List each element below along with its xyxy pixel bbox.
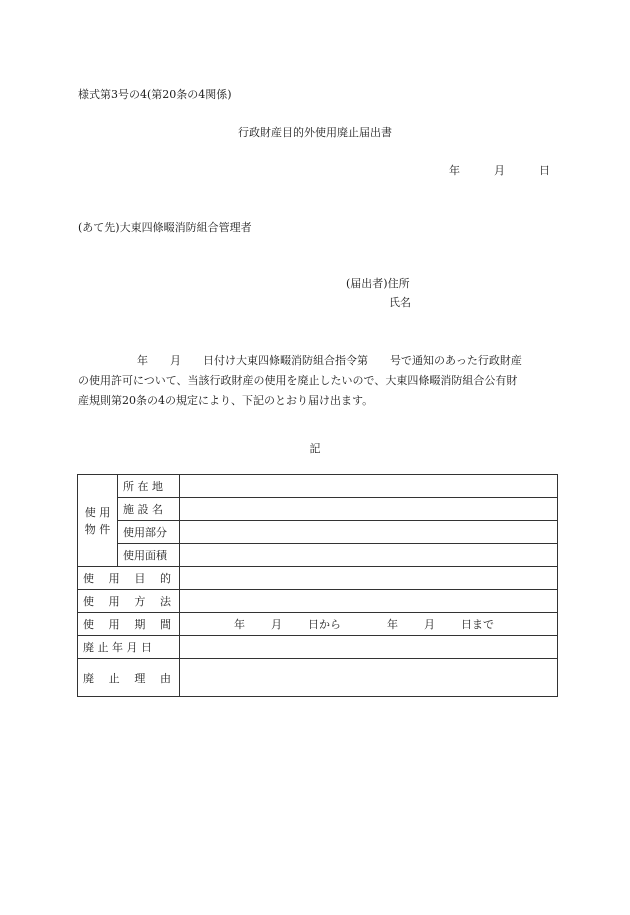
purpose-char: 目 <box>134 572 146 585</box>
date-day: 日 <box>539 164 550 177</box>
used-part-field[interactable] <box>180 521 558 544</box>
abolish-date-field[interactable] <box>180 636 558 659</box>
form-number: 様式第3号の4(第20条の4関係) <box>78 88 232 101</box>
period-start-month: 月 <box>271 618 282 631</box>
property-group-label <box>78 475 118 567</box>
period-end-month: 月 <box>424 618 435 631</box>
facility-name-field[interactable] <box>180 498 558 521</box>
abolish-reason-char: 廃 <box>83 671 94 685</box>
method-label <box>78 590 180 613</box>
ki-heading: 記 <box>309 442 321 455</box>
location-field[interactable] <box>180 475 558 498</box>
details-table <box>77 474 558 697</box>
used-area-label: 使用面積 <box>118 544 180 567</box>
submission-date <box>449 162 550 178</box>
abolish-reason-char: 理 <box>134 671 146 685</box>
date-year: 年 <box>449 164 460 177</box>
method-char: 使 <box>83 595 94 608</box>
period-start-day: 日から <box>308 618 341 631</box>
method-char: 方 <box>134 595 146 608</box>
period-start-year: 年 <box>234 618 245 631</box>
location-label: 所 在 地 <box>118 475 180 498</box>
abolish-reason-char: 止 <box>108 671 120 685</box>
purpose-char: 用 <box>108 572 120 585</box>
method-field[interactable] <box>180 590 558 613</box>
period-char: 使 <box>83 618 94 631</box>
method-char: 用 <box>108 595 120 608</box>
addressee: (あて先)大東四條畷消防組合管理者 <box>78 221 252 234</box>
abolish-reason-label <box>78 659 180 697</box>
purpose-label <box>78 567 180 590</box>
body-line-2: の使用許可について、当該行政財産の使用を廃止したいので、大東四條畷消防組合公有財 <box>78 374 518 387</box>
purpose-char: 的 <box>159 572 171 585</box>
period-field[interactable] <box>180 613 558 636</box>
purpose-field[interactable] <box>180 567 558 590</box>
used-part-label: 使用部分 <box>118 521 180 544</box>
method-char: 法 <box>159 595 171 608</box>
date-month: 月 <box>494 164 505 177</box>
property-group-label-line1: 使 用 <box>84 505 111 519</box>
period-char: 期 <box>134 618 146 631</box>
period-char: 用 <box>108 618 120 631</box>
period-label <box>78 613 180 636</box>
body-text <box>78 351 558 411</box>
property-group-label-line2: 物 件 <box>84 522 111 536</box>
facility-name-label: 施 設 名 <box>118 498 180 521</box>
applicant-name-label: 氏名 <box>389 296 411 309</box>
period-end-day: 日まで <box>461 618 494 631</box>
abolish-reason-char: 由 <box>159 671 171 685</box>
document-title: 行政財産目的外使用廃止届出書 <box>238 126 392 139</box>
body-line-1: 年 月 日付け大東四條畷消防組合指令第 号で通知のあった行政財産 <box>137 354 522 367</box>
period-end-year: 年 <box>387 618 398 631</box>
abolish-date-label: 廃 止 年 月 日 <box>78 636 180 659</box>
body-line-3: 産規則第20条の4の規定により、下記のとおり届け出ます。 <box>78 394 374 407</box>
period-char: 間 <box>159 618 171 631</box>
abolish-reason-field[interactable] <box>180 659 558 697</box>
purpose-char: 使 <box>83 572 94 585</box>
applicant-address-label: (届出者)住所 <box>346 277 410 290</box>
used-area-field[interactable] <box>180 544 558 567</box>
